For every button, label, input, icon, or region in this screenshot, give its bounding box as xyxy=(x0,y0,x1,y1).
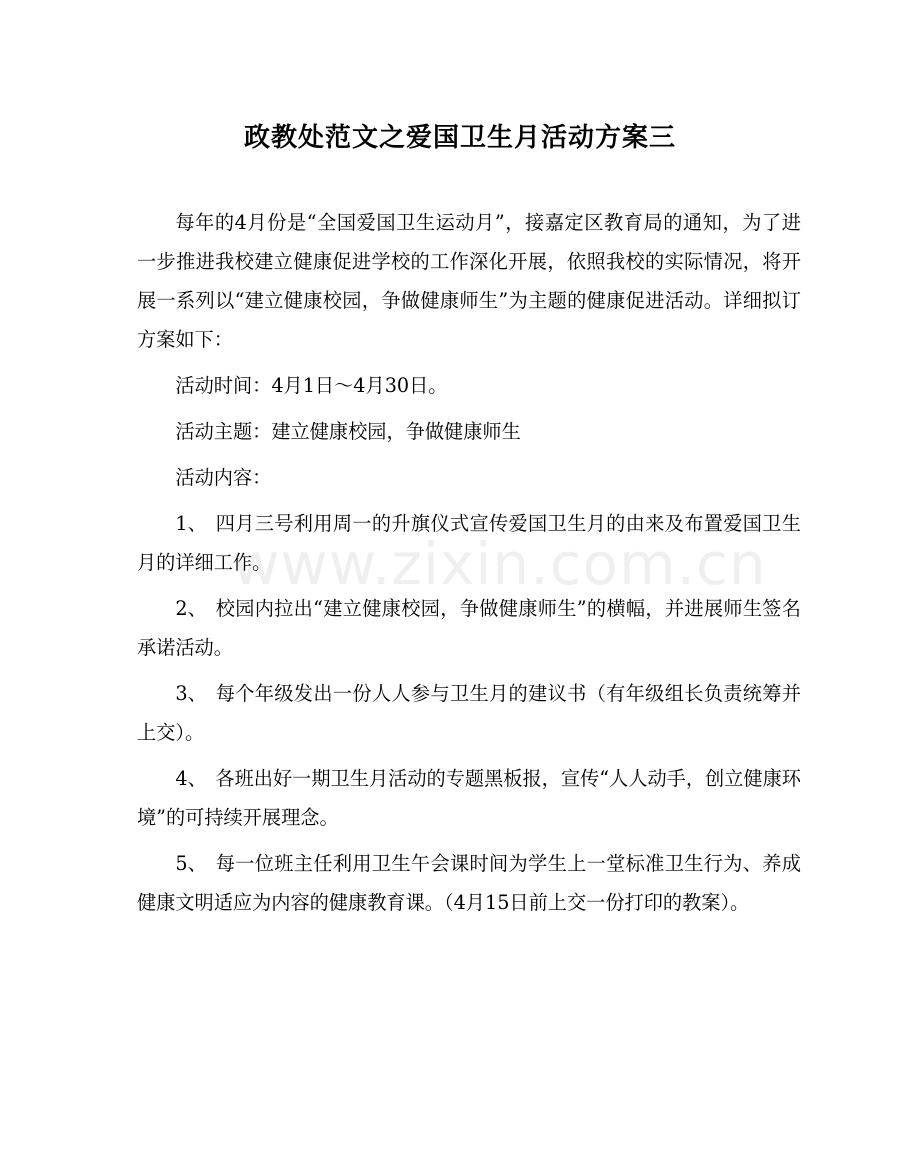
list-item-text: 每个年级发出一份人人参与卫生月的建议书（有年级组长负责统筹并上交）。 xyxy=(137,682,801,744)
list-item xyxy=(137,589,801,667)
list-item-number: 1、 xyxy=(175,512,207,535)
list-item-text: 各班出好一期卫生月活动的专题黑板报，宣传“人人动手，创立健康环境”的可持续开展理念。 xyxy=(137,767,801,829)
activity-theme: 活动主题：建立健康校园，争做健康师生 xyxy=(175,420,521,443)
list-item-number: 5、 xyxy=(175,852,207,875)
list-item xyxy=(137,844,801,922)
activity-content-label: 活动内容： xyxy=(175,466,272,489)
list-item-text: 校园内拉出“建立健康校园，争做健康师生”的横幅，并进展师生签名承诺活动。 xyxy=(137,597,801,659)
list-item xyxy=(137,674,801,752)
document-body xyxy=(137,203,801,922)
list-item xyxy=(137,759,801,837)
list-item-number: 2、 xyxy=(175,597,207,620)
list-item-number: 3、 xyxy=(175,682,207,705)
list-item-text: 每一位班主任利用卫生午会课时间为学生上一堂标准卫生行为、养成健康文明适应为内容的健康教育课。（4月15日前上交一份打印的教案）。 xyxy=(137,852,801,914)
list-item-number: 4、 xyxy=(175,767,207,790)
list-item xyxy=(137,504,801,582)
watermark: www.zixin.com.cn xyxy=(232,530,767,598)
activity-time: 活动时间：4月1日～4月30日。 xyxy=(175,374,448,397)
intro-paragraph: 每年的4月份是“全国爱国卫生运动月”，接嘉定区教育局的通知，为了进一步推进我校建立健康促进学校的工作深化开展，依照我校的实际情况，将开展一系列以“建立健康校园，争做健康师生”为主题的健康促进活动。详细拟订方案如下： xyxy=(137,211,801,351)
list-item-text: 四月三号利用周一的升旗仪式宣传爱国卫生月的由来及布置爱国卫生月的详细工作。 xyxy=(137,512,801,574)
document-title: 政教处范文之爱国卫生月活动方案三 xyxy=(243,123,676,153)
